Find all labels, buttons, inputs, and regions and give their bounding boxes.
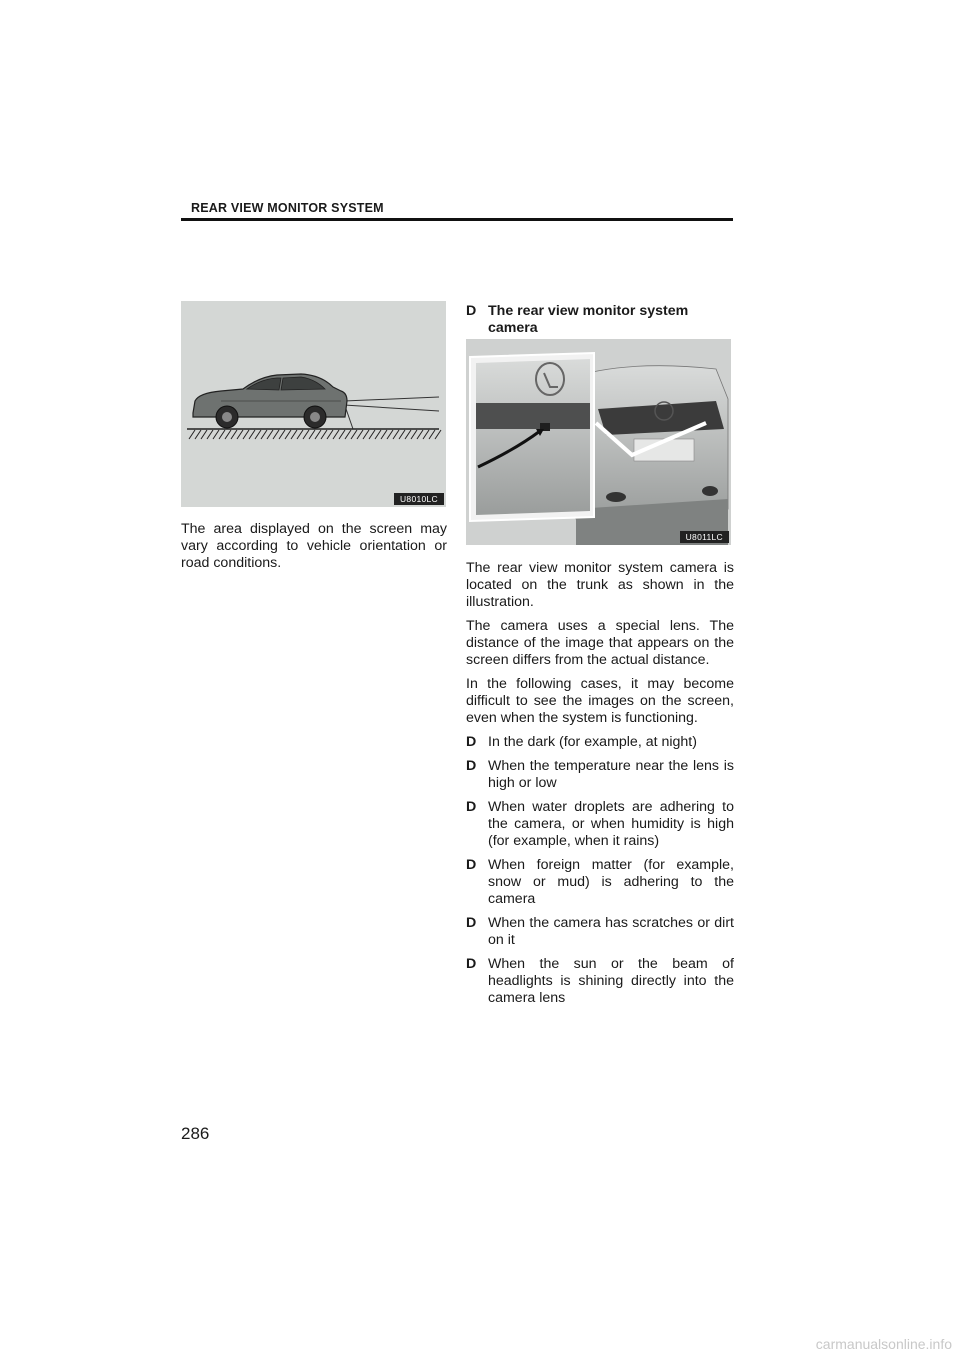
section-header: REAR VIEW MONITOR SYSTEM bbox=[191, 201, 384, 215]
rear-camera-illustration bbox=[466, 339, 731, 545]
bullet-marker: D bbox=[466, 799, 477, 815]
bullet-marker: D bbox=[466, 857, 477, 873]
left-paragraph: The area displayed on the screen may vary according to vehicle orientation or road conditions. bbox=[181, 521, 447, 571]
watermark: carmanualsonline.info bbox=[815, 1336, 952, 1352]
paragraph: The camera uses a special lens. The distance of the image that appears on the screen differs from the actual distance. bbox=[466, 618, 734, 668]
list-item bbox=[466, 758, 734, 792]
figure-code: U8010LC bbox=[394, 493, 444, 505]
list-item-text: When the temperature near the lens is high or low bbox=[488, 758, 734, 791]
bullet-marker: D bbox=[466, 956, 477, 972]
paragraph: In the following cases, it may become difficult to see the images on the screen, even when the system is functioning. bbox=[466, 676, 734, 726]
list-item bbox=[466, 734, 734, 751]
header-rule bbox=[181, 218, 733, 221]
page-number: 286 bbox=[181, 1124, 210, 1143]
camera-heading bbox=[466, 303, 734, 337]
figure-vehicle-side-view bbox=[181, 301, 446, 507]
figure-code: U8011LC bbox=[680, 531, 729, 543]
list-item-text: When foreign matter (for example, snow or mud) is adhering to the camera bbox=[488, 857, 734, 907]
bullet-marker: D bbox=[466, 303, 477, 319]
list-item bbox=[466, 956, 734, 1007]
car-side-illustration bbox=[181, 301, 446, 507]
right-column-text bbox=[466, 560, 734, 1014]
list-item-text: When water droplets are adhering to the camera, or when humidity is high (for example, when it rains) bbox=[488, 799, 734, 849]
paragraph: The rear view monitor system camera is located on the trunk as shown in the illustration. bbox=[466, 560, 734, 610]
list-item-text: In the dark (for example, at night) bbox=[488, 734, 697, 750]
list-item-text: When the sun or the beam of headlights is shining directly into the camera lens bbox=[488, 956, 734, 1006]
list-item bbox=[466, 915, 734, 949]
bullet-marker: D bbox=[466, 734, 477, 750]
bullet-marker: D bbox=[466, 915, 477, 931]
bullet-marker: D bbox=[466, 758, 477, 774]
figure-rear-camera bbox=[466, 339, 731, 545]
heading-text: The rear view monitor system camera bbox=[488, 303, 689, 336]
list-item bbox=[466, 857, 734, 908]
list-item-text: When the camera has scratches or dirt on it bbox=[488, 915, 734, 948]
list-item bbox=[466, 799, 734, 850]
